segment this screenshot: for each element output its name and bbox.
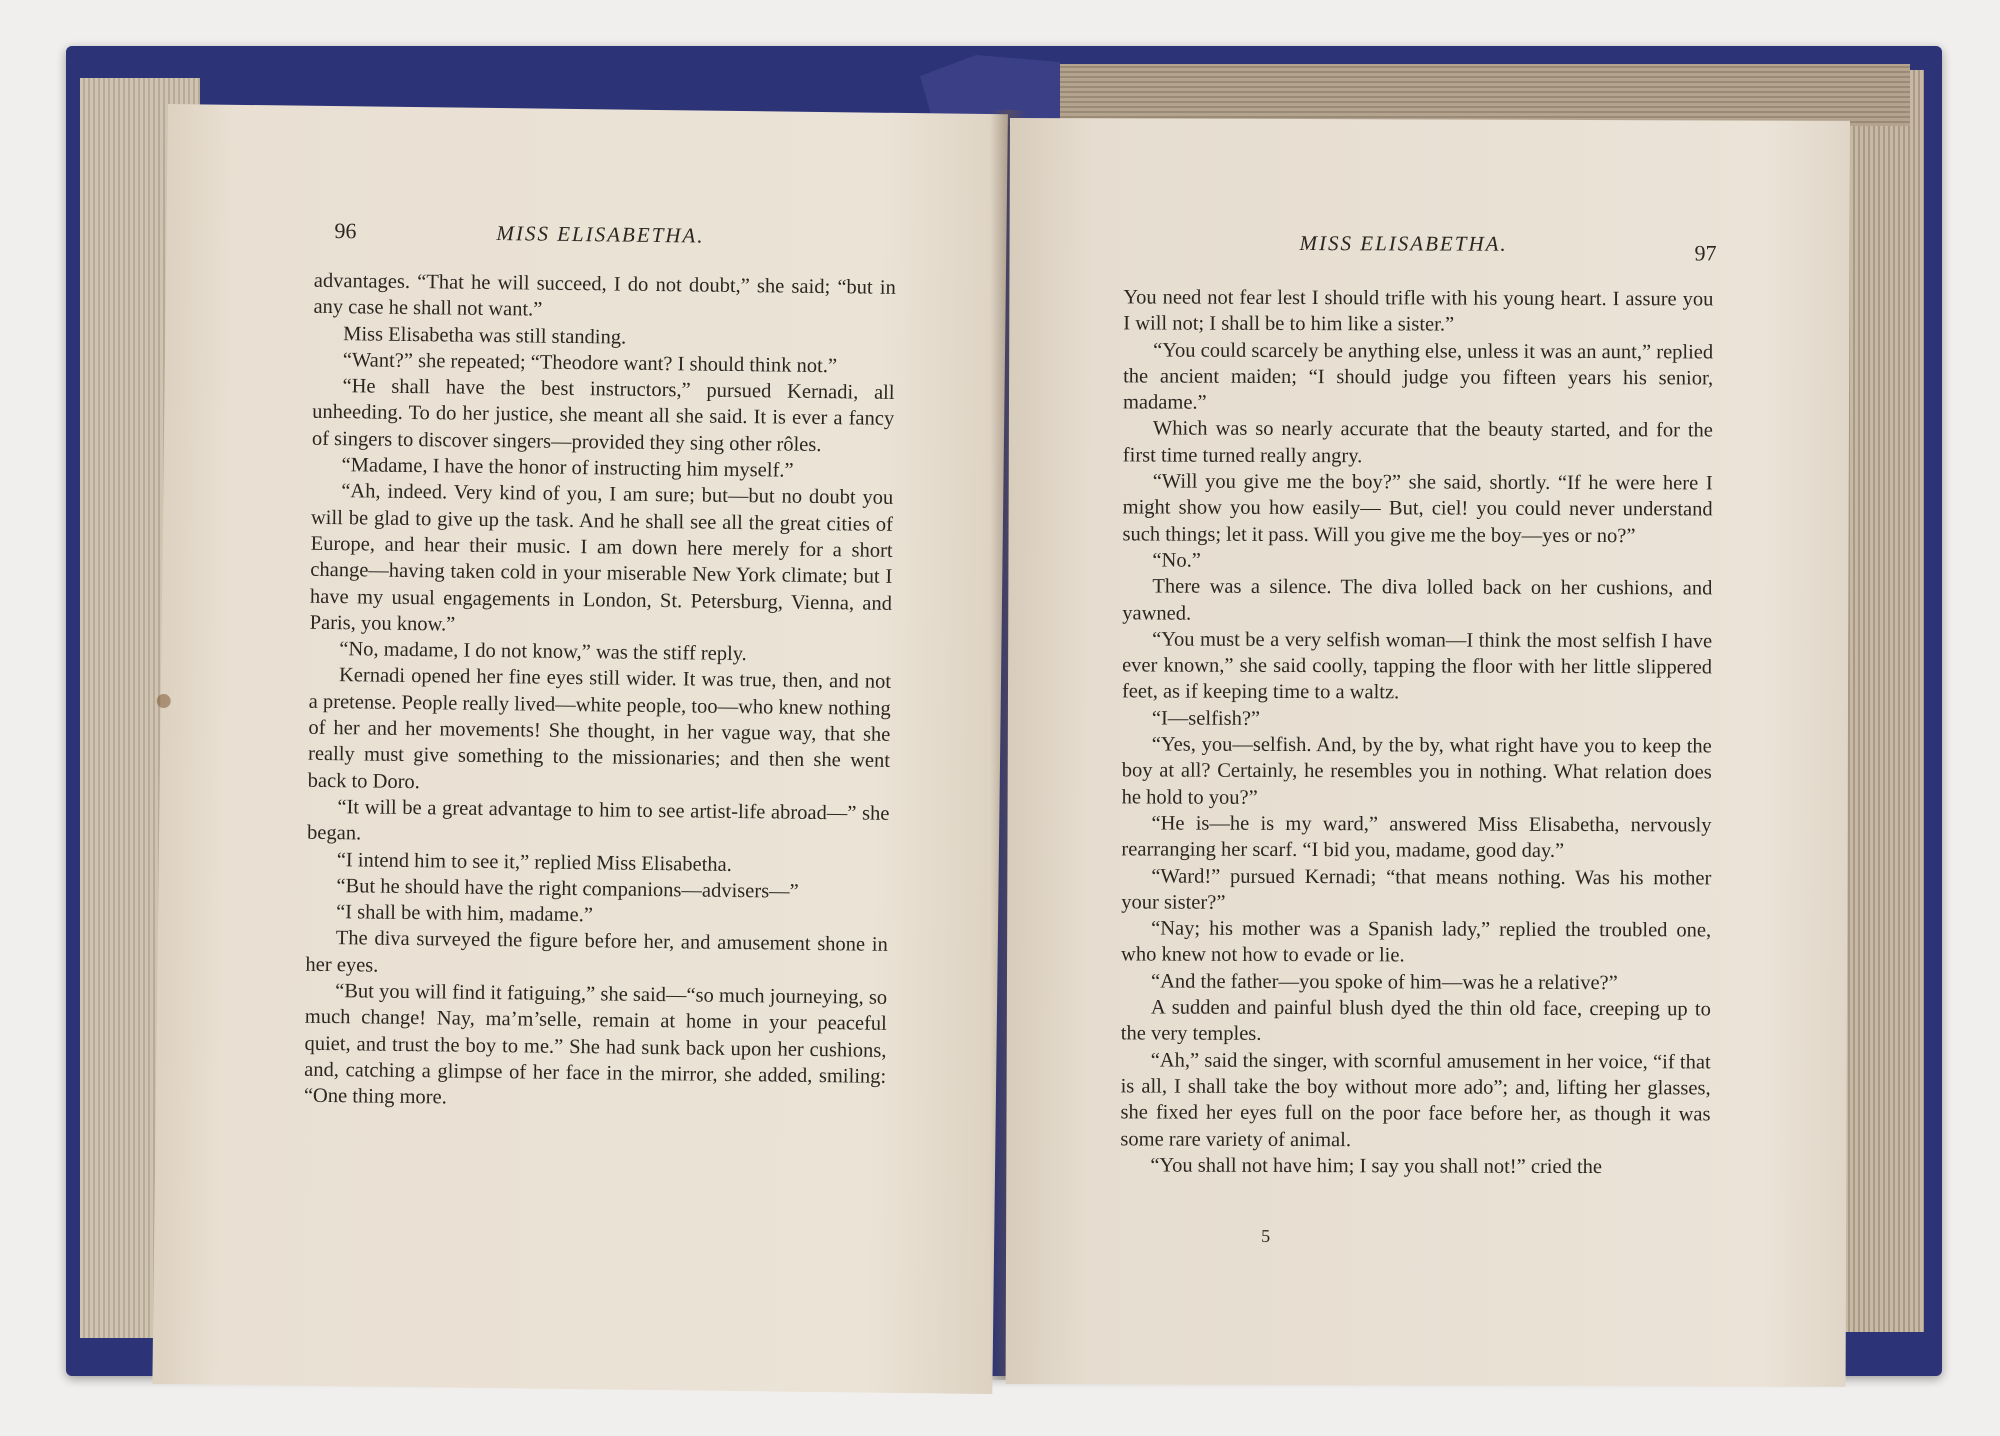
page-number: 96: [334, 218, 357, 244]
paragraph: “Want?” she repeated; “Theodore want? I should think not.”: [342, 349, 838, 378]
running-head: MISS ELISABETHA.: [496, 221, 705, 248]
paragraph: “Nay; his mother was a Spanish lady,” replied the troubled one, who knew not how to evade or lie.: [1121, 917, 1712, 967]
paragraph: “Will you give me the boy?” she said, shortly. “If he were here I might show you how easily— But, ciel! you could never understand such things; let it pass. Will you give me the boy—yes or no?”: [1122, 470, 1713, 547]
paragraph: “Ward!” pursued Kernadi; “that means nothing. Was his mother your sister?”: [1121, 865, 1712, 914]
paragraph: “I shall be with him, madame.”: [336, 901, 594, 927]
paragraph: “You must be a very selfish woman—I think the most selfish I have ever known,” she said coolly, tapping the floor with her little slippered feet, as if keeping time to a waltz.: [1121, 628, 1713, 704]
page-text: [1120, 284, 1713, 1180]
right-page: [1006, 118, 1850, 1387]
paragraph: “And the father—you spoke of him—was he a relative?”: [1150, 970, 1618, 994]
top-page-edges: [1010, 64, 1910, 126]
page-number: 97: [1694, 240, 1717, 266]
page-text: [304, 268, 896, 1117]
foxing-stain: [157, 694, 171, 708]
paragraph: Which was so nearly accurate that the beauty started, and for the first time turned really angry.: [1122, 417, 1713, 468]
paragraph: You need not fear lest I should trifle with his young heart. I assure you I will not; I shall be to him like a sister.”: [1123, 286, 1714, 336]
paragraph: “Ah,” said the singer, with scornful amusement in her voice, “if that is all, I shall take the boy without more ado”; and, lifting her glasses, she fixed her eyes full on the poor face before her, as though it was some rare variety of animal.: [1120, 1049, 1711, 1151]
paragraph: “Ah, indeed. Very kind of you, I am sure; but—but no doubt you will be glad to give up the task. And he shall see all the great cities of Europe, and hear their music. I am down here merely for a short change—having taken cold in your miserable New York climate; but I have my usual engagements in London, St. Petersburg, Vienna, and Paris, you know.”: [309, 480, 894, 636]
paragraph: advantages. “That he will succeed, I do not doubt,” she said; “but in any case he shall not want.”: [313, 269, 896, 321]
paragraph: Miss Elisabetha was still standing.: [343, 322, 627, 349]
paragraph: “It will be a great advantage to him to see artist-life abroad—” she began.: [306, 796, 890, 845]
paragraph: “Yes, you—selfish. And, by the by, what right have you to keep the boy at all? Certainly, he resembles you in nothing. What relation does he hold to you?”: [1121, 733, 1712, 809]
left-page: [152, 104, 1008, 1394]
paragraph: “You shall not have him; I say you shall not!” cried the: [1150, 1154, 1603, 1178]
paragraph: “No.”: [1152, 549, 1201, 572]
paragraph: “But you will find it fatiguing,” she said—“so much journeying, so much change! Nay, ma’m’selle, remain at home in your peaceful quiet, and trust the boy to me.” She had sunk back upon her cushions, and, catching a glimpse of her face in the mirror, she added, smiling: “One thing more.: [303, 980, 888, 1109]
paragraph: “You could scarcely be anything else, unless it was an aunt,” replied the ancient maiden; “I should judge you fifteen years his senior, madame.”: [1122, 339, 1714, 414]
paragraph: “He is—he is my ward,” answered Miss Elisabetha, nervously rearranging her scarf. “I bid you, madame, good day.”: [1121, 812, 1712, 863]
paragraph: A sudden and painful blush dyed the thin old face, creeping up to the very temples.: [1120, 996, 1711, 1046]
paragraph: “No, madame, I do not know,” was the stiff reply.: [339, 638, 747, 666]
running-head: MISS ELISABETHA.: [1299, 231, 1508, 256]
paragraph: There was a silence. The diva lolled back on her cushions, and yawned.: [1122, 575, 1713, 625]
paragraph: Kernadi opened her fine eyes still wider. It was true, then, and not a pretense. People really lived—white people, too—who knew nothing of her and her movements! She thought, in her vague way, that she really must give something to the missionaries; and then she went back to Doro.: [307, 664, 892, 793]
signature-mark: 5: [1261, 1225, 1271, 1246]
paragraph: “I intend him to see it,” replied Miss Elisabetha.: [336, 848, 732, 876]
paragraph: “Madame, I have the honor of instructing him myself.”: [341, 454, 794, 482]
paragraph: “I—selfish?”: [1151, 707, 1261, 730]
paragraph: “But he should have the right companions—advisers—”: [336, 874, 799, 903]
paragraph: The diva surveyed the figure before her, and amusement shone in her eyes.: [305, 927, 888, 977]
paragraph: “He shall have the best instructors,” pursued Kernadi, all unheeding. To do her justice, she meant all she said. It is ever a fancy of singers to discover singers—provided they sing other rôles.: [311, 375, 895, 456]
